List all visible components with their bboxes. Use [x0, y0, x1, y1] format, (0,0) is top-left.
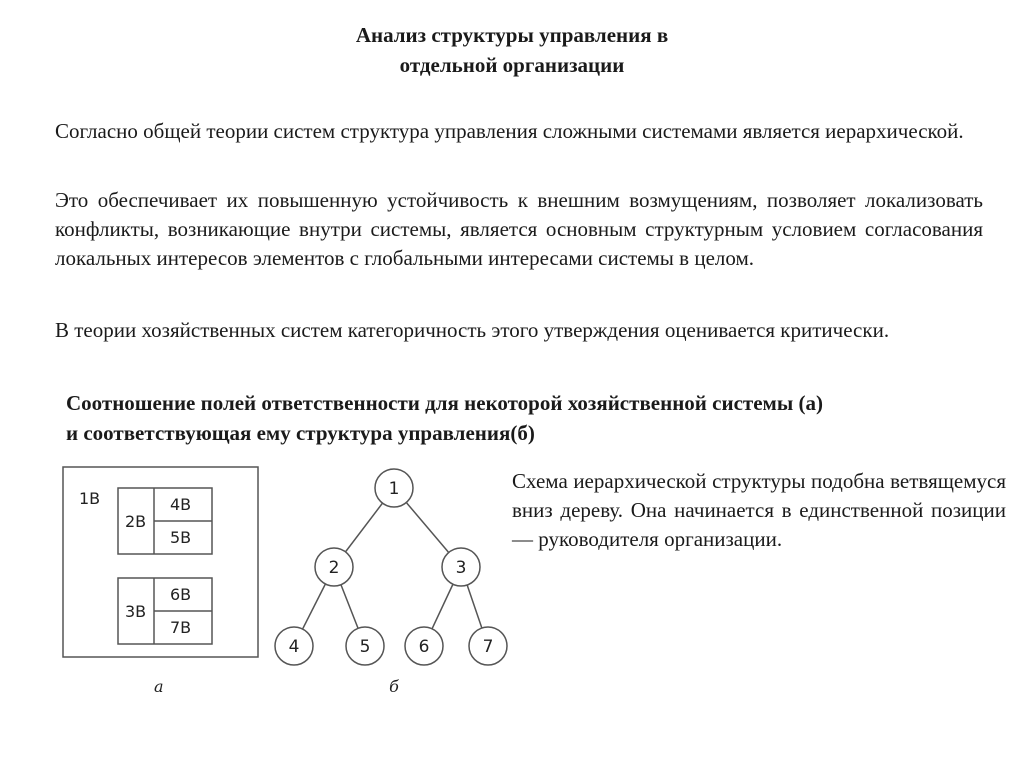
caption-line-1: Соотношение полей ответственности для некоторой хозяйственной системы (а): [66, 391, 823, 415]
field-6b-label: 6В: [170, 585, 192, 604]
responsibility-fields-diagram: [62, 466, 262, 706]
title-line-2: отдельной организации: [399, 53, 625, 77]
figure-b-caption: б: [389, 677, 399, 696]
field-2b-label: 2В: [125, 512, 147, 531]
tree-node-6-label: 6: [418, 637, 430, 657]
tree-node-7-label: 7: [482, 637, 494, 657]
hierarchy-tree-diagram: [268, 458, 508, 708]
title-line-1: Анализ структуры управления в: [355, 23, 669, 47]
figure-a-caption: а: [154, 677, 164, 696]
hierarchy-description: Схема иерархической структуры подобна ветвящемуся вниз дереву. Она начинается в единственной позиции — руководителя организации.: [512, 469, 1006, 551]
caption-line-2: и соответствующая ему структура управления(б): [66, 421, 535, 445]
tree-node-5-label: 5: [359, 637, 371, 657]
tree-node-3-label: 3: [455, 558, 467, 578]
tree-node-1-label: 1: [388, 479, 400, 499]
tree-node-2-label: 2: [328, 558, 340, 578]
field-3b-label: 3В: [125, 602, 147, 621]
paragraph-2: Это обеспечивает их повышенную устойчивость к внешним возмущениям, позволяет локализовать конфликты, возникающие внутри системы, является основным структурным условием согласования локальных интересов элементов с глобальными интересами системы в целом.: [55, 188, 983, 270]
field-1b-label: 1В: [79, 489, 101, 508]
field-4b-label: 4В: [170, 495, 192, 514]
paragraph-1: Согласно общей теории систем структура управления сложными системами является иерархической.: [55, 119, 964, 143]
tree-node-4-label: 4: [288, 637, 300, 657]
paragraph-3: В теории хозяйственных систем категоричность этого утверждения оценивается критически.: [55, 318, 890, 342]
field-7b-label: 7В: [170, 618, 192, 637]
field-5b-label: 5В: [170, 528, 192, 547]
slide-title: [0, 20, 1024, 80]
figure-caption: [66, 388, 996, 448]
